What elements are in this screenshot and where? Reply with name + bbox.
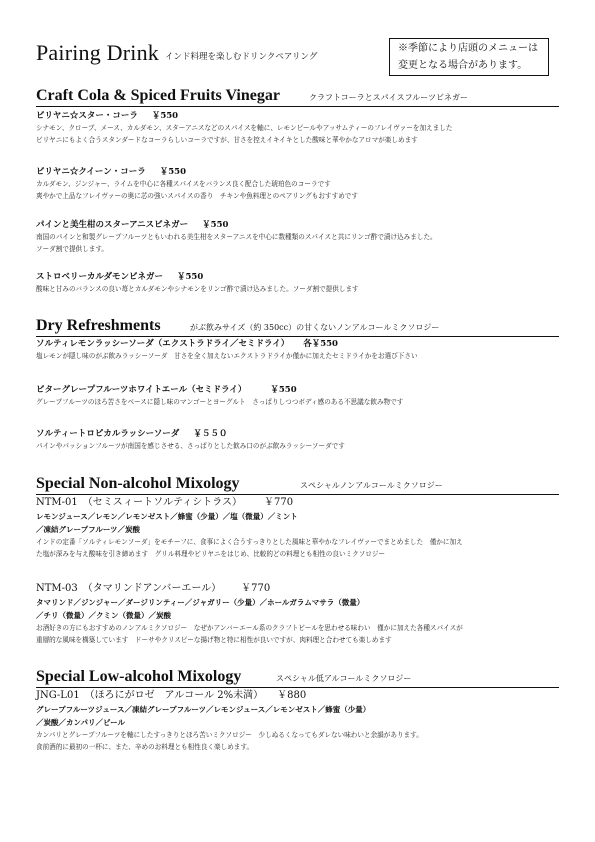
section-craft-cola: [36, 86, 559, 293]
item-name: NTM-03 （タマリンドアンバーエール） ￥770: [36, 583, 271, 594]
item-description: 酸味と甘みのバランスの良い苺とカルダモンやシナモンをリンゴ酢で漬け込みました。ソーダ割で提供します: [36, 285, 359, 293]
item-ingredients: ／炭酸／カンパリ／ビール: [36, 718, 126, 727]
item-ingredients: ／凍結グレープフルーツ／炭酸: [36, 525, 141, 534]
section-subtitle: がぶ飲みサイズ（約 350cc）の甘くないノンアルコールミクソロジー: [190, 323, 440, 332]
item-description: カンパリとグレープフルーツを軸にしたすっきりとほろ苦いミクソロジー 少しぬるくなってもダレない味わいと余韻があります。: [36, 731, 423, 739]
item-description: た塩が深みを与え酸味を引き締めます グリル料理やビリヤニをはじめ、比較的どの料理とも相性の良いミクソロジー: [36, 550, 386, 558]
item-description: 重層的な風味を構築しています ドーサやクリスピーな揚げ物と特に相性が良いですが、肉料理と合わせても楽しめます: [36, 636, 392, 644]
item-price: ￥880: [277, 690, 307, 701]
item-description: ソーダ割で提供します。: [36, 245, 109, 253]
menu-item: [36, 110, 559, 146]
item-description: お酒好きの方にもおすすめのノンアルミクソロジー なぜかアンバーエール系のクラフトビールを思わせる味わい 僅かに加えた各種スパイスが: [36, 624, 463, 632]
menu-item: [36, 271, 559, 295]
page-title: Pairing Drink: [36, 40, 159, 65]
notice-line: ※季節により店頭のメニューは: [398, 43, 538, 54]
section-header: [36, 86, 559, 107]
item-price: ￥770: [241, 583, 271, 594]
item-description: カルダモン、ジンジャー、ライムを中心に各種スパイスをバランス良く配合した琥珀色のコーラです: [36, 180, 331, 188]
item-name: ソルティートロピカルラッシーソーダ ￥５５０: [36, 429, 228, 439]
section-title: Dry Refreshments: [36, 317, 161, 334]
menu-item: [36, 496, 559, 560]
section-header: [36, 316, 559, 337]
item-ingredients: グレープフルーツジュース／凍結グレープフルーツ／レモンジュース／レモンゼスト／蜂蜜（少量）: [36, 705, 371, 714]
item-name: パインと美生柑のスターアニスビネガー ￥550: [36, 220, 229, 230]
section-header: [36, 474, 559, 495]
item-price: ￥550: [270, 385, 297, 395]
notice-line: 変更となる場合があります。: [398, 60, 528, 71]
menu-item: [36, 428, 559, 452]
section-subtitle: クラフトコーラとスパイスフルーツビネガー: [309, 93, 468, 102]
item-ingredients: ／チリ（微量）／クミン（微量）／炭酸: [36, 611, 171, 620]
item-description: 塩レモンが隠し味のがぶ飲みラッシーソーダ 甘さを全く加えないエクストラドライか僅かに加えたセミドライかをお選び下さい: [36, 352, 418, 360]
item-price: ￥５５０: [193, 429, 228, 439]
section-low-alcohol-mixology: [36, 667, 559, 751]
item-price: ￥550: [159, 167, 186, 177]
item-description: ビリヤニにもよく合うスタンダードなコーラらしいコーラですが、甘さを控えイキイキとした酸味と華やかなアロマが楽しめます: [36, 136, 418, 144]
menu-item: [36, 166, 559, 202]
section-subtitle: スペシャル低アルコールミクソロジー: [276, 674, 412, 683]
item-price: ￥550: [151, 111, 179, 121]
item-name: JNG-L01 （ほろにがロゼ アルコール 2%未満） ￥880: [36, 690, 307, 701]
item-price: 各￥550: [303, 339, 338, 349]
menu-item: [36, 338, 559, 362]
item-description: 爽やかで上品なフレイヴァーの奥に芯の強いスパイスの香り チキンや魚料理とのペアリングもおすすめです: [36, 192, 358, 200]
item-price: ￥550: [177, 272, 204, 282]
item-name: ビターグレープフルーツホワイトエール（セミドライ） ￥550: [36, 385, 297, 395]
item-description: グレープフルーツのほろ苦さをベースに隠し味のマンゴーとヨーグルト さっぱりしつつボディ感のある不思議な飲み物です: [36, 398, 404, 406]
item-price: ￥770: [263, 497, 294, 508]
section-title: Craft Cola & Spiced Fruits Vinegar: [36, 87, 280, 104]
item-ingredients: レモンジュース／レモン／レモンゼスト／蜂蜜（少量）／塩（微量）／ミント: [36, 512, 298, 521]
item-ingredients: タマリンド／ジンジャー／ダージリンティー／ジャガリー（少量）／ホールガラムマサラ（微量）: [36, 598, 365, 607]
item-description: 食前酒的に最初の一杯に、また、辛めのお料理とも相性良く楽しめます。: [36, 743, 254, 751]
item-description: インドの定番「ソルティレモンソーダ」をモチーフに、食事によく合うすっきりとした風味と華やかなフレイヴァーでまとめました 僅かに加え: [36, 538, 463, 546]
section-dry-refreshments: [36, 316, 559, 450]
section-title: Special Non-alcohol Mixology: [36, 475, 240, 492]
item-name: ビリヤニ☆クイーン・コーラ ￥550: [36, 167, 186, 177]
item-price: ￥550: [202, 220, 229, 230]
item-description: 南国のパインと和製グレープフルーツともいわれる美生柑をスターアニスを中心に数種類のスパイスと共にリンゴ酢で漬け込みました。: [36, 233, 437, 241]
item-name: ストロベリーカルダモンビネガー ￥550: [36, 272, 204, 282]
section-header: [36, 667, 559, 688]
menu-item: [36, 219, 559, 255]
section-title: Special Low-alcohol Mixology: [36, 668, 242, 685]
menu-item: [36, 582, 559, 646]
menu-item: [36, 689, 559, 753]
section-non-alcohol-mixology: [36, 474, 559, 644]
item-description: シナモン、クローブ、メース、カルダモン、スターアニスなどのスパイスを軸に、レモンピールやアッサムティーのフレイヴァーを加えました: [36, 124, 453, 132]
page-subtitle: インド料理を楽しむドリンクペアリング: [165, 52, 318, 62]
item-description: パインやパッションフルーツが南国を感じさせる、さっぱりとした飲み口のがぶ飲みラッシーソーダです: [36, 442, 345, 450]
seasonal-notice-box: [389, 38, 549, 76]
section-subtitle: スペシャルノンアルコールミクソロジー: [300, 481, 443, 490]
item-name: ビリヤニ☆スター・コーラ ￥550: [36, 111, 179, 121]
item-name: NTM-01 （セミスィートソルティシトラス） ￥770: [36, 497, 294, 508]
item-name: ソルティレモンラッシーソーダ（エクストラドライ／セミドライ） 各￥550: [36, 339, 338, 349]
menu-item: [36, 384, 559, 408]
